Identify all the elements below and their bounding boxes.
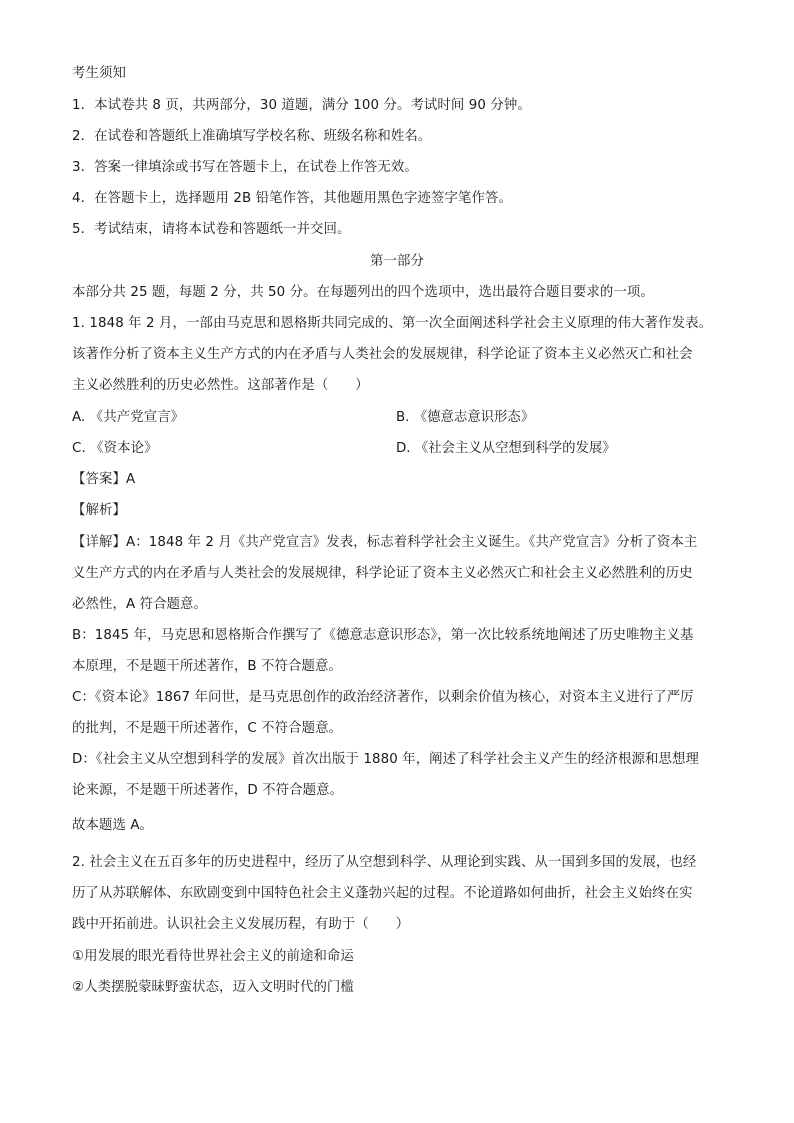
- option-b: B. 《德意志意识形态》: [396, 410, 535, 425]
- statement-item: ②人类摆脱蒙昧野蛮状态，迈入文明时代的门槛: [72, 980, 354, 995]
- question-stem: 历了从苏联解体、东欧剧变到中国特色社会主义蓬勃兴起的过程。不论道路如何曲折，社会主义始终在实: [72, 886, 693, 901]
- detail-line: 本原理，不是题干所述著作，B 不符合题意。: [72, 659, 342, 674]
- detail-line: B：1845 年，马克思和恩格斯合作撰写了《德意志意识形态》，第一次比较系统地阐述了历史唯物主义基: [72, 628, 694, 643]
- detail-line: 必然性，A 符合题意。: [72, 597, 208, 612]
- notice-item: 3．答案一律填涂或书写在答题卡上，在试卷上作答无效。: [72, 160, 418, 175]
- detail-line: C：《资本论》1867 年问世，是马克思创作的政治经济著作，以剩余价值为核心，对资本主义进行了严厉: [72, 690, 694, 705]
- notice-item: 1．本试卷共 8 页，共两部分，30 道题，满分 100 分。考试时间 90 分钟。: [72, 98, 531, 113]
- detail-line: 义生产方式的内在矛盾与人类社会的发展规律，科学论证了资本主义必然灭亡和社会主义必然胜利的历史: [72, 566, 693, 581]
- detail-line: 【详解】A：1848 年 2 月《共产党宣言》发表，标志着科学社会主义诞生。《共产党宣言》分析了资本主: [72, 535, 698, 550]
- detail-line: D：《社会主义从空想到科学的发展》首次出版于 1880 年，阐述了科学社会主义产生的经济根源和思想理: [72, 752, 699, 767]
- notice-item: 4．在答题卡上，选择题用 2B 铅笔作答，其他题用黑色字迹签字笔作答。: [72, 191, 512, 206]
- conclusion-line: 故本题选 A。: [72, 818, 154, 833]
- question-stem: 该著作分析了资本主义生产方式的内在矛盾与人类社会的发展规律，科学论证了资本主义必然灭亡和社会: [72, 347, 693, 362]
- analysis-label: 【解析】: [72, 503, 126, 518]
- notice-item: 5．考试结束，请将本试卷和答题纸一并交回。: [72, 222, 351, 237]
- answer-line: 【答案】A: [72, 472, 136, 487]
- part-instructions: 本部分共 25 题，每题 2 分，共 50 分。在每题列出的四个选项中，选出最符合题目要求的一项。: [72, 285, 654, 300]
- option-d: D. 《社会主义从空想到科学的发展》: [396, 441, 616, 456]
- option-c: C. 《资本论》: [72, 441, 158, 456]
- statement-item: ①用发展的眼光看待世界社会主义的前途和命运: [72, 949, 354, 964]
- notice-title: 考生须知: [72, 66, 126, 81]
- option-a: A. 《共产党宣言》: [72, 410, 185, 425]
- question-stem: 1. 1848 年 2 月，一部由马克思和恩格斯共同完成的、第一次全面阐述科学社会主义原理的伟大著作发表。: [72, 316, 713, 331]
- detail-line: 的批判，不是题干所述著作，C 不符合题意。: [72, 721, 343, 736]
- question-stem: 践中开拓前进。认识社会主义发展历程，有助于（ ）: [72, 917, 410, 932]
- detail-line: 论来源，不是题干所述著作，D 不符合题意。: [72, 783, 344, 798]
- question-stem: 主义必然胜利的历史必然性。这部著作是（ ）: [72, 378, 369, 393]
- notice-item: 2．在试卷和答题纸上准确填写学校名称、班级名称和姓名。: [72, 129, 432, 144]
- question-stem: 2. 社会主义在五百多年的历史进程中，经历了从空想到科学、从理论到实践、从一国到多国的发展，也经: [72, 855, 697, 870]
- part-title: 第一部分: [370, 254, 424, 269]
